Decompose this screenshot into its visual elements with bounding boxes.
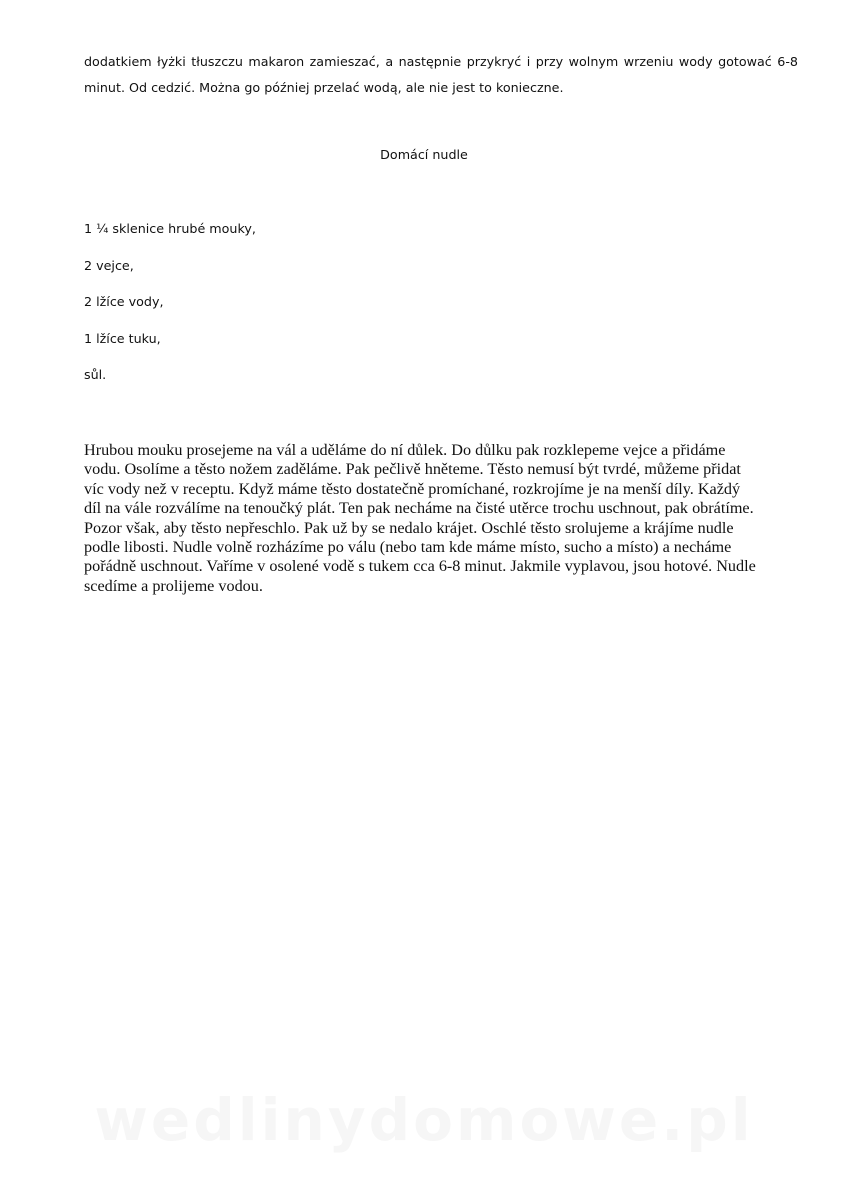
ingredient-item: sůl. xyxy=(84,367,107,382)
method-line: víc vody než v receptu. Když máme těsto dostatečně promíchané, rozkrojíme je na menší díly. Každý xyxy=(84,479,741,498)
ingredient-item: 1 lžíce tuku, xyxy=(84,330,161,346)
ingredient-item: 2 vejce, xyxy=(84,257,134,273)
method-line: Pozor však, aby těsto nepřeschlo. Pak už by se nedalo krájet. Oschlé těsto srolujeme a krájíme nudle xyxy=(84,518,734,537)
method-line: díl na vále rozválíme na tenoučký plát. Ten pak necháme na čisté utěrce trochu uschnout, pak obrátíme. xyxy=(84,499,754,518)
watermark: wedlinydomowe.pl xyxy=(94,1086,754,1154)
method-line: podle libosti. Nudle volně rozházíme po válu (nebo tam kde máme místo, sucho a místo) a necháme xyxy=(84,538,732,557)
ingredient-list xyxy=(84,220,256,403)
ingredient-item: 2 lžíce vody, xyxy=(84,294,164,309)
intro-line: minut. Od cedzić. Można go później przelać wodą, ale nie jest to konieczne. xyxy=(84,80,564,95)
method-line: scedíme a prolijeme vodou. xyxy=(84,576,263,595)
intro-line: dodatkiem łyżki tłuszczu makaron zamieszać, a następnie przykryć i przy wolnym wrzeniu wody gotować 6-8 xyxy=(84,54,798,69)
ingredient-item: 1 ¼ sklenice hrubé mouky, xyxy=(84,221,256,236)
method-line: vodu. Osolíme a těsto nožem zaděláme. Pak pečlivě hněteme. Těsto nemusí být tvrdé, můžeme přidat xyxy=(84,460,741,479)
intro-paragraph xyxy=(84,49,798,101)
recipe-title: Domácí nudle xyxy=(380,147,468,162)
method-paragraph xyxy=(84,441,796,596)
method-line: pořádně uschnout. Vaříme v osolené vodě s tukem cca 6-8 minut. Jakmile vyplavou, jsou hotové. Nudle xyxy=(84,557,756,576)
method-line: Hrubou mouku prosejeme na vál a uděláme do ní důlek. Do důlku pak rozklepeme vejce a přidáme xyxy=(84,441,726,459)
